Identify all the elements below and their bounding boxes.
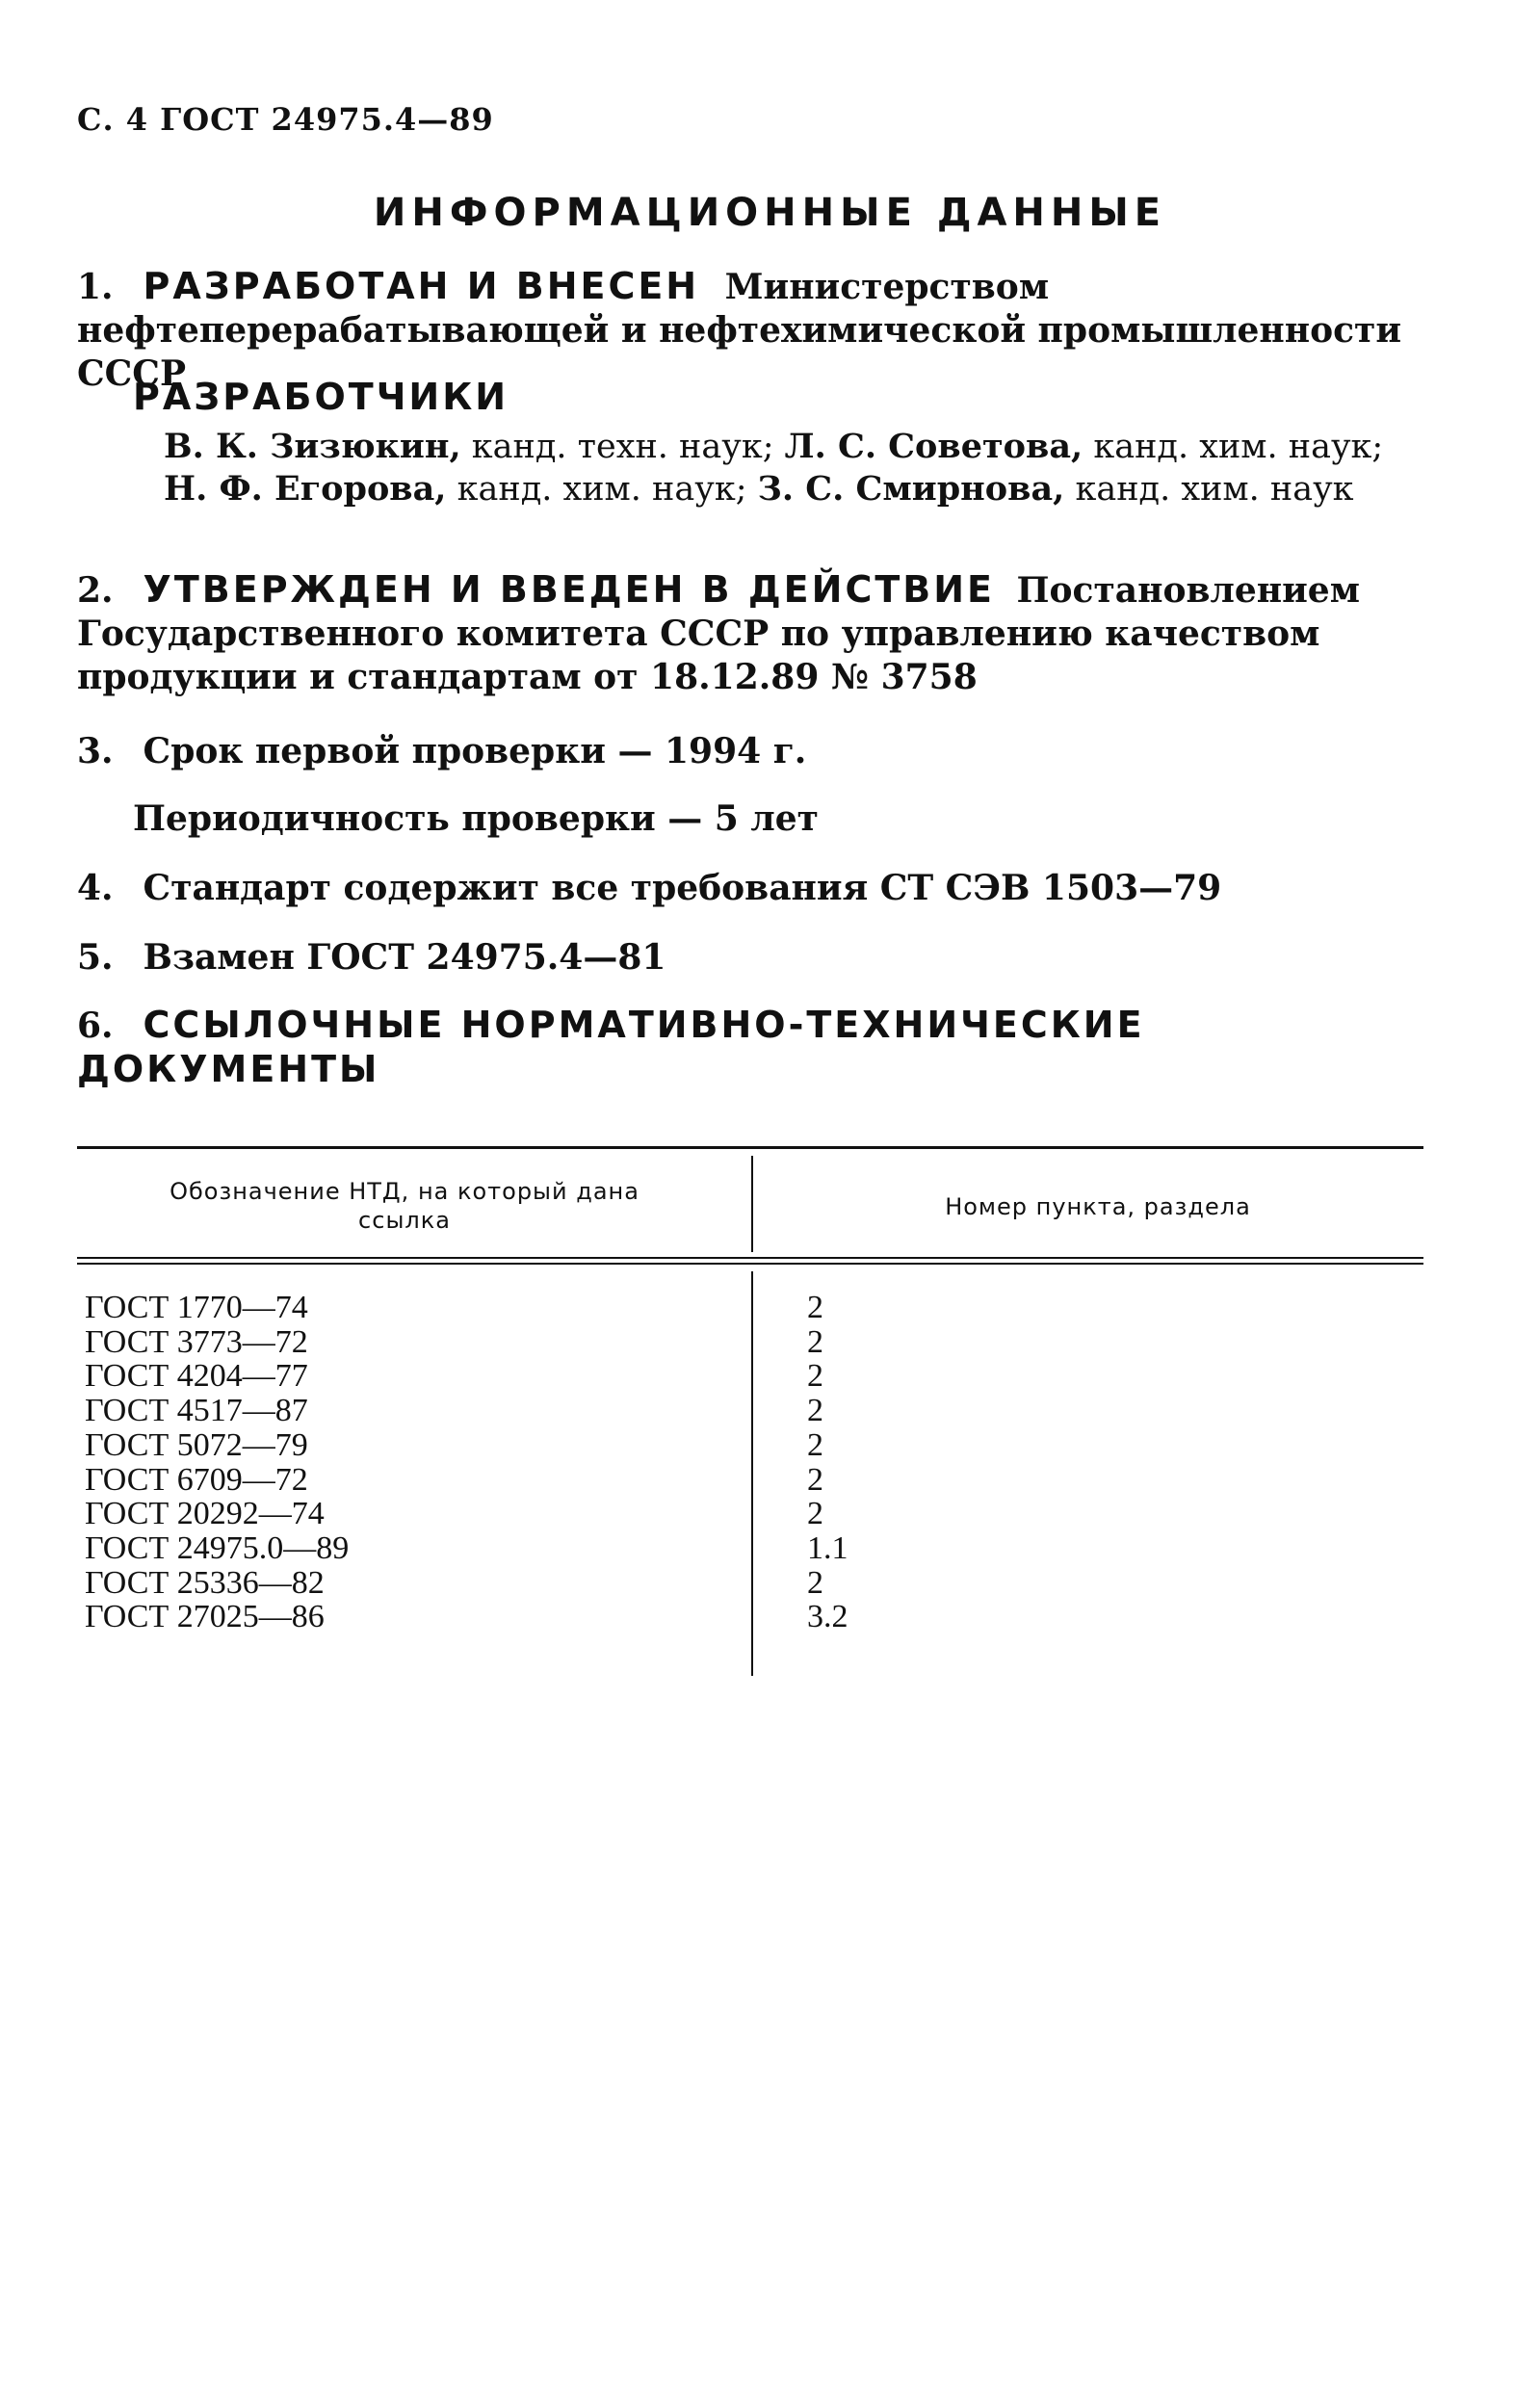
item-text: Министерством нефтеперерабатывающей и нефтехимической промышленности СССР xyxy=(77,267,1402,394)
item-number: 4. xyxy=(77,868,114,908)
table-cell-section: 2 xyxy=(807,1564,823,1601)
periodicity-line: Периодичность проверки — 5 лет xyxy=(133,798,819,839)
table-cell-section: 2 xyxy=(807,1461,823,1498)
developer-name: Н. Ф. Егорова, xyxy=(164,469,447,509)
item-number: 5. xyxy=(77,937,114,978)
table-cell-doc: ГОСТ 25336—82 xyxy=(85,1564,325,1601)
item-number: 1. xyxy=(77,267,114,307)
table-cell-section: 2 xyxy=(807,1290,823,1325)
info-item-4 xyxy=(77,867,1425,910)
item-caps-heading: ССЫЛОЧНЫЕ НОРМАТИВНО-ТЕХНИЧЕСКИЕ ДОКУМЕНТЫ xyxy=(77,1004,1145,1090)
table-header-section: Номер пункта, раздела xyxy=(945,1193,1251,1220)
table-cell-section: 3.2 xyxy=(807,1599,848,1635)
item-number: 6. xyxy=(77,1006,114,1046)
page-title: ИНФОРМАЦИОННЫЕ ДАННЫЕ xyxy=(373,191,1167,235)
table-cell-doc: ГОСТ 3773—72 xyxy=(85,1323,308,1360)
developer-degree: канд. хим. наук xyxy=(1075,470,1354,509)
page-header: С. 4 ГОСТ 24975.4—89 xyxy=(77,101,494,138)
item-text: Постановлением Государственного комитета СССР по управлению качеством продукции и стандартам от 18.12.89 № 3758 xyxy=(77,570,1360,697)
table-cell-section: 2 xyxy=(807,1323,823,1360)
table-col-designation xyxy=(85,1291,701,1634)
table-col-section xyxy=(807,1291,1192,1634)
table-cell-doc: ГОСТ 5072—79 xyxy=(85,1426,308,1463)
table-cell-doc: ГОСТ 20292—74 xyxy=(85,1496,325,1532)
developers-heading: РАЗРАБОТЧИКИ xyxy=(133,376,509,418)
developer-name: В. К. Зизюкин, xyxy=(164,427,461,466)
table-header-rule-2 xyxy=(77,1263,1423,1265)
item-text: Срок первой проверки — 1994 г. xyxy=(143,731,807,771)
developer-degree: канд. техн. наук; xyxy=(471,428,774,466)
info-item-6 xyxy=(77,1004,1425,1092)
item-number: 2. xyxy=(77,570,114,611)
table-cell-section: 2 xyxy=(807,1426,823,1463)
table-cell-section: 2 xyxy=(807,1496,823,1532)
table-cell-section: 2 xyxy=(807,1393,823,1429)
table-cell-doc: ГОСТ 24975.0—89 xyxy=(85,1529,350,1566)
table-cell-doc: ГОСТ 4204—77 xyxy=(85,1358,308,1395)
table-cell-section: 2 xyxy=(807,1358,823,1395)
developer-name: Л. С. Советова, xyxy=(784,427,1083,466)
table-cell-doc: ГОСТ 27025—86 xyxy=(85,1599,325,1635)
item-caps-heading: УТВЕРЖДЕН И ВВЕДЕН В ДЕЙСТВИЕ xyxy=(143,568,995,611)
item-number: 3. xyxy=(77,731,114,771)
item-text: Стандарт содержит все требования СТ СЭВ 1503—79 xyxy=(143,868,1222,908)
table-top-rule xyxy=(77,1146,1423,1149)
info-item-3 xyxy=(77,730,1425,773)
table-cell-doc: ГОСТ 4517—87 xyxy=(85,1393,308,1429)
developers-list xyxy=(164,426,1425,510)
table-body-divider xyxy=(751,1271,753,1676)
developer-degree: канд. хим. наук; xyxy=(1093,428,1384,466)
item-text: Взамен ГОСТ 24975.4—81 xyxy=(143,937,666,978)
info-item-2 xyxy=(77,568,1425,699)
table-cell-section: 1.1 xyxy=(807,1529,848,1566)
table-cell-doc: ГОСТ 1770—74 xyxy=(85,1290,308,1325)
developer-name: З. С. Смирнова, xyxy=(757,469,1065,509)
table-header-rule-1 xyxy=(77,1257,1423,1259)
item-caps-heading: РАЗРАБОТАН И ВНЕСЕН xyxy=(143,265,700,307)
table-cell-doc: ГОСТ 6709—72 xyxy=(85,1461,308,1498)
developer-degree: канд. хим. наук; xyxy=(457,470,747,509)
table-header-divider xyxy=(751,1156,753,1252)
info-item-5 xyxy=(77,936,1425,980)
table-header-designation: Обозначение НТД, на который дана ссылка xyxy=(170,1178,639,1234)
